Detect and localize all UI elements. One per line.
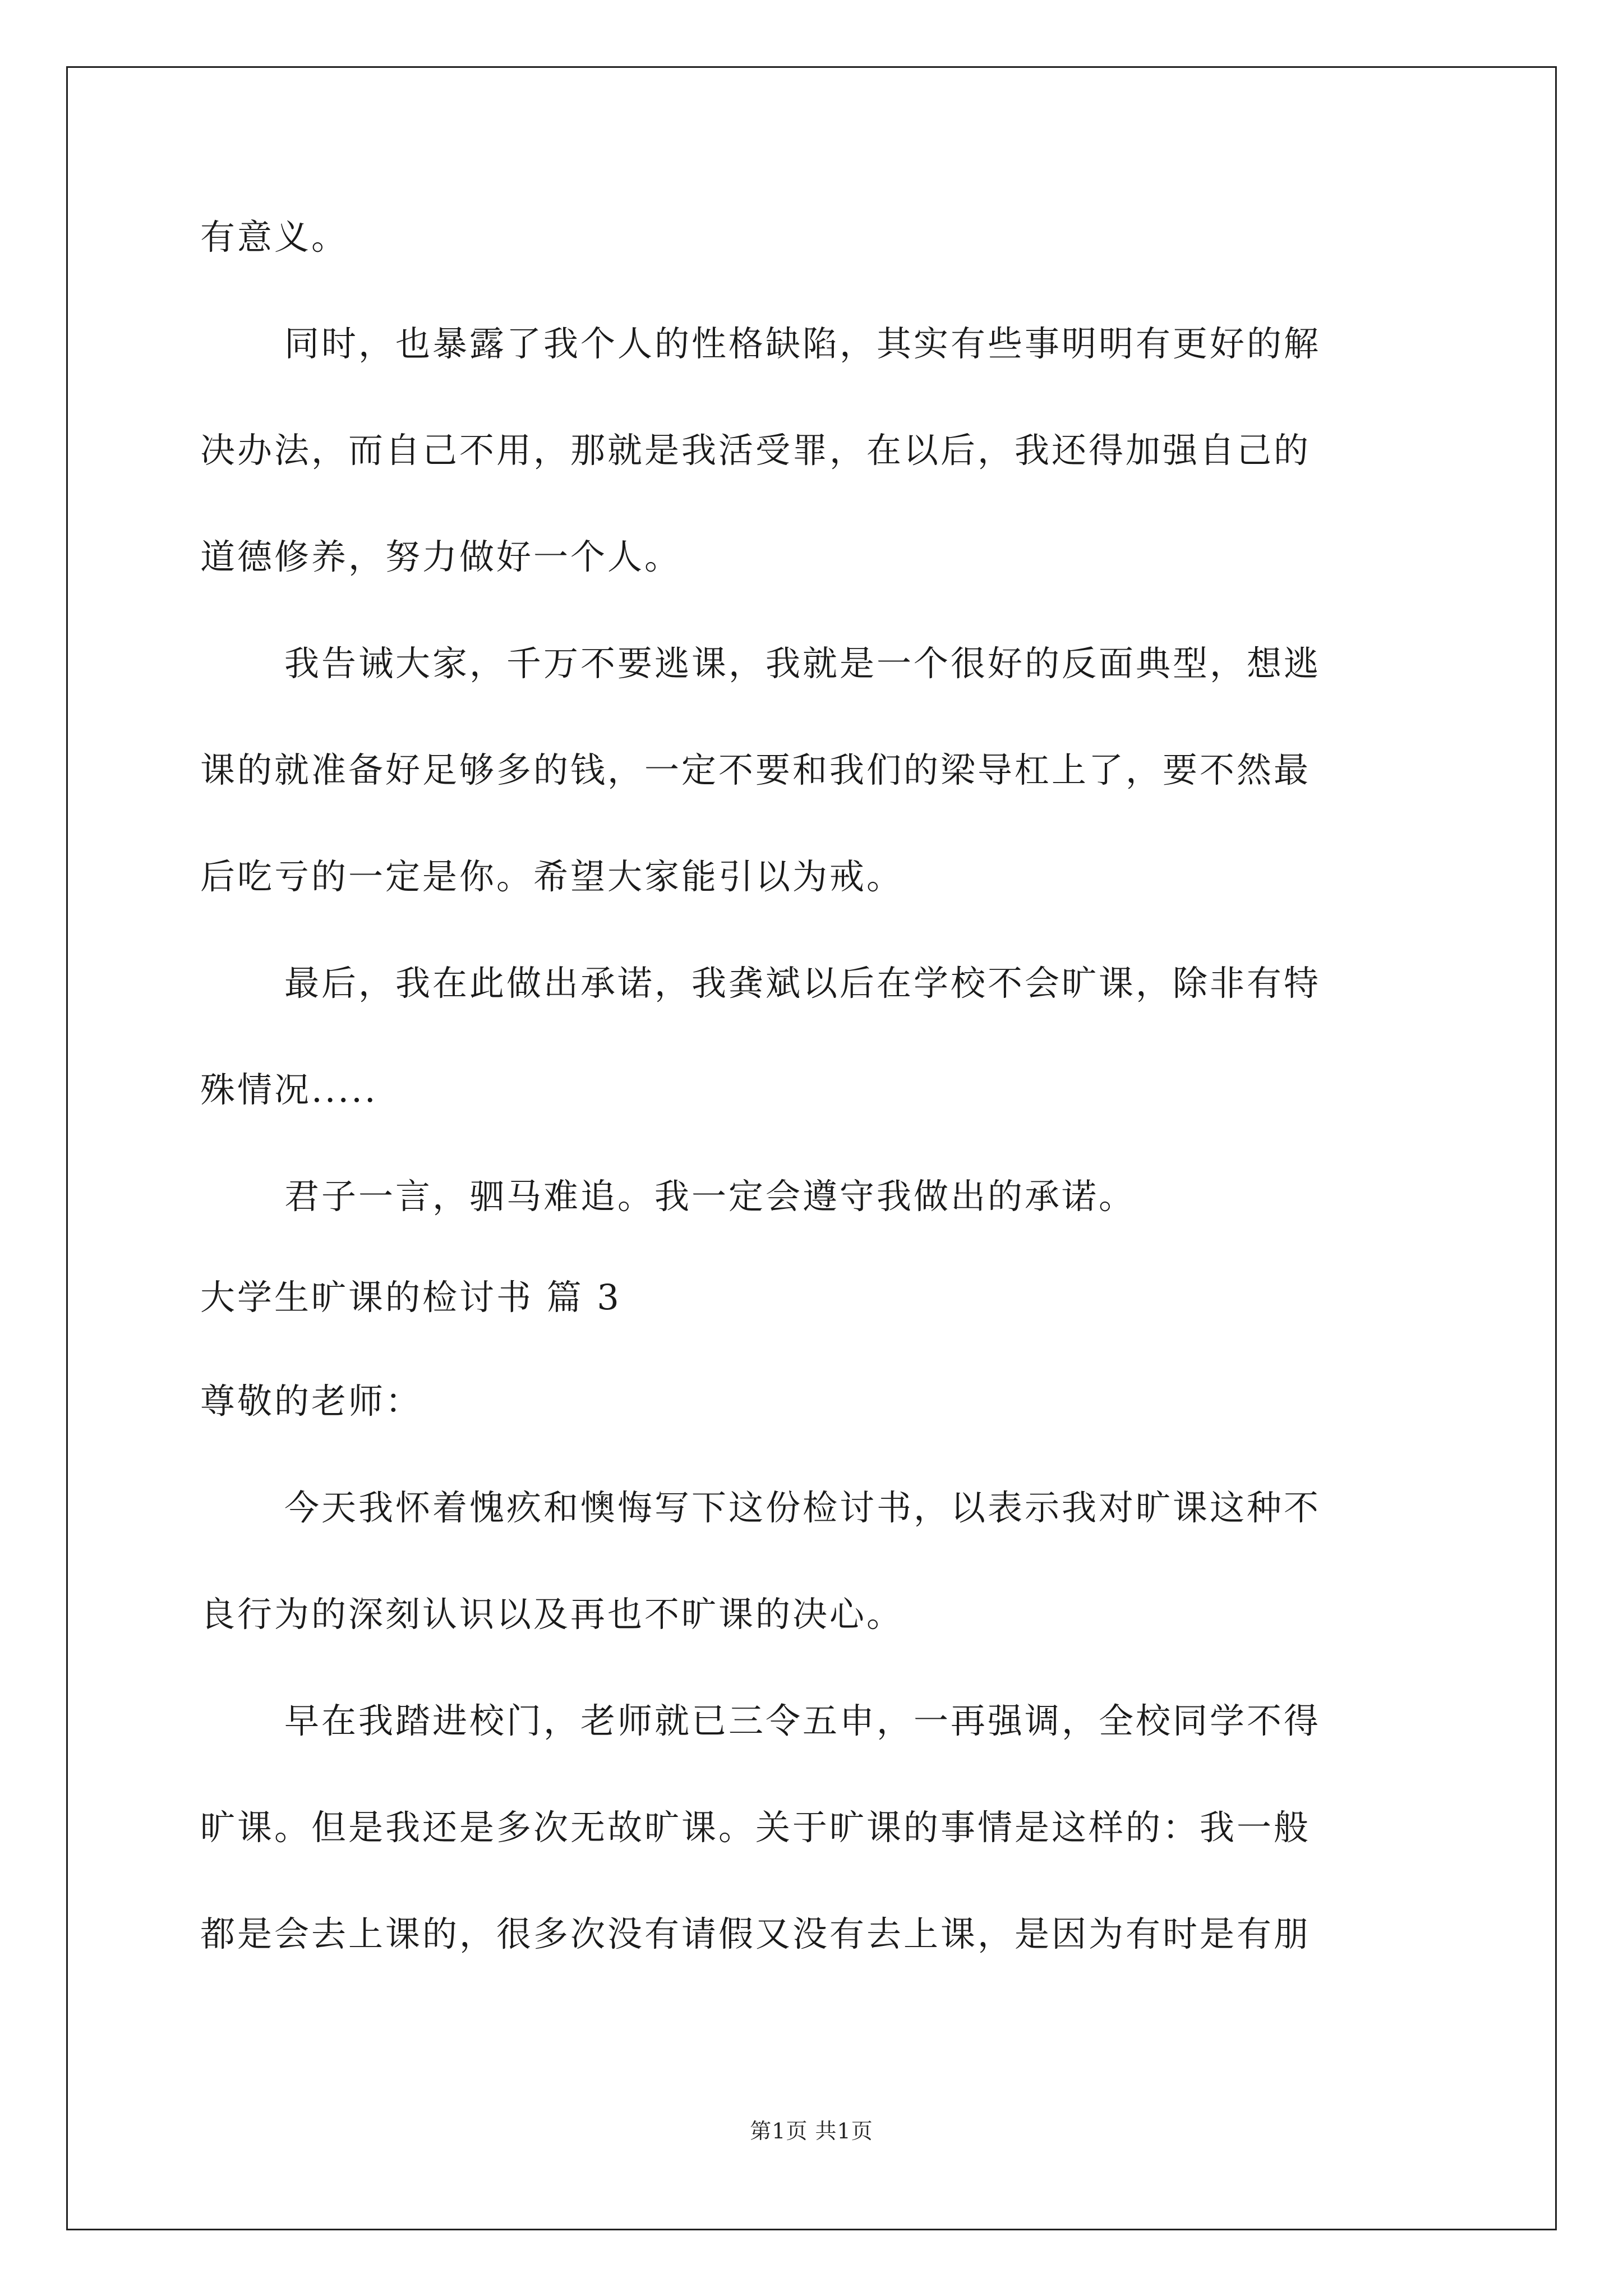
text-line: 有意义。: [200, 217, 349, 257]
page-footer: 第1页 共1页: [750, 2119, 873, 2143]
text-line: 旷课。但是我还是多次无故旷课。关于旷课的事情是这样的：我一般: [200, 1807, 1311, 1848]
page-border: [66, 66, 1557, 2230]
text-line: 同时，也暴露了我个人的性格缺陷，其实有些事明明有更好的解: [284, 323, 1321, 364]
salutation: 尊敬的老师：: [200, 1381, 423, 1421]
text-line: 君子一言，驷马难追。我一定会遵守我做出的承诺。: [284, 1176, 1136, 1217]
text-line: 最后，我在此做出承诺，我龚斌以后在学校不会旷课，除非有特: [284, 963, 1321, 1004]
text-line: 良行为的深刻认识以及再也不旷课的决心。: [200, 1594, 904, 1635]
text-line: 都是会去上课的，很多次没有请假又没有去上课，是因为有时是有朋: [200, 1913, 1311, 1954]
text-line: 殊情况.....: [200, 1069, 378, 1110]
text-line: 我告诫大家，千万不要逃课，我就是一个很好的反面典型，想逃: [284, 643, 1321, 684]
text-line: 今天我怀着愧疚和懊悔写下这份检讨书，以表示我对旷课这种不: [284, 1487, 1321, 1528]
section-heading: 大学生旷课的检讨书 篇 3: [200, 1277, 621, 1318]
text-line: 决办法，而自己不用，那就是我活受罪，在以后，我还得加强自己的: [200, 430, 1311, 471]
text-line: 道德修养，努力做好一个人。: [200, 536, 682, 577]
text-line: 课的就准备好足够多的钱，一定不要和我们的梁导杠上了，要不然最: [200, 749, 1311, 790]
text-line: 早在我踏进校门，老师就已三令五申，一再强调，全校同学不得: [284, 1700, 1321, 1741]
text-line: 后吃亏的一定是你。希望大家能引以为戒。: [200, 856, 904, 897]
